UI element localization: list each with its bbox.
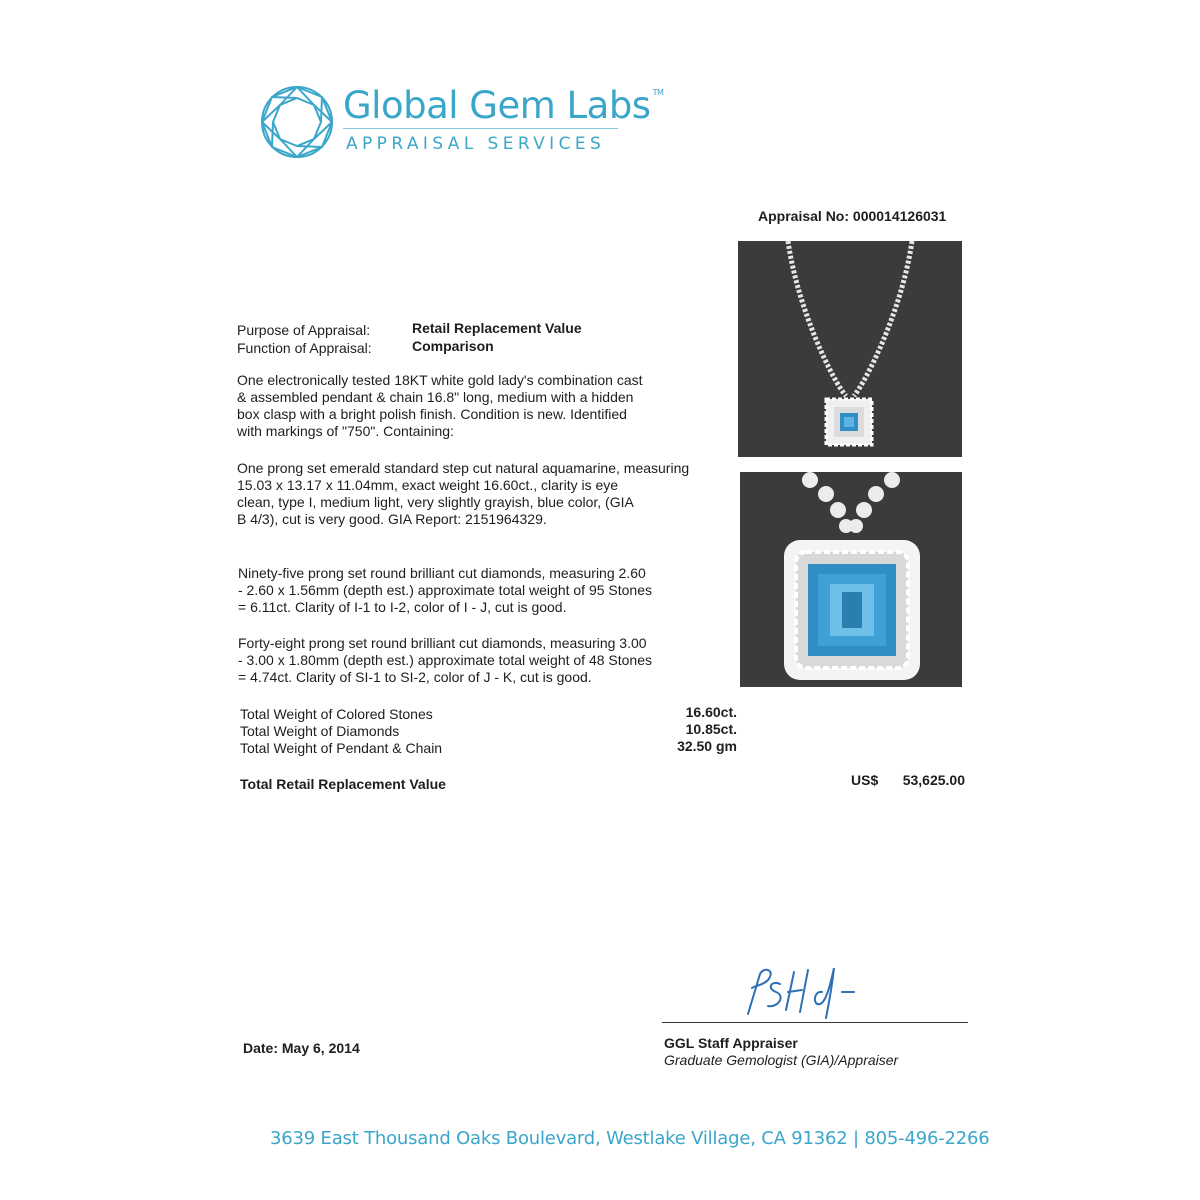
brand-title: Global Gem Labs ™ xyxy=(343,84,664,127)
currency: US$ xyxy=(851,772,879,788)
total-colored-label: Total Weight of Colored Stones xyxy=(240,706,433,722)
signature-line xyxy=(662,1022,968,1023)
total-pendant-label: Total Weight of Pendant & Chain xyxy=(240,740,443,756)
text-line: box clasp with a bright polish finish. Condition is new. Identified xyxy=(237,406,627,422)
total-colored-value: 16.60ct. xyxy=(685,704,737,720)
text-line: 15.03 x 13.17 x 11.04mm, exact weight 16.60ct., clarity is eye xyxy=(237,477,619,493)
brand-subtitle: APPRAISAL SERVICES xyxy=(346,134,606,154)
text-line: clean, type I, medium light, very slightly grayish, blue color, (GIA xyxy=(237,494,634,510)
necklace-image xyxy=(738,241,962,457)
appraisal-date: Date: May 6, 2014 xyxy=(243,1040,360,1056)
text-line: with markings of "750". Containing: xyxy=(237,423,454,439)
text-line: B 4/3), cut is very good. GIA Report: 2151964329. xyxy=(237,511,547,527)
diamond-logo-icon xyxy=(259,84,335,160)
pendant-photo xyxy=(740,472,962,687)
appraisal-number: Appraisal No: 000014126031 xyxy=(758,208,947,224)
diamonds-48-description xyxy=(238,635,652,686)
text-line: Ninety-five prong set round brilliant cut diamonds, measuring 2.60 xyxy=(238,565,646,581)
text-line: Forty-eight prong set round brilliant cut diamonds, measuring 3.00 xyxy=(238,635,647,651)
brand-divider xyxy=(343,128,618,129)
text-line: - 3.00 x 1.80mm (depth est.) approximate total weight of 48 Stones xyxy=(238,652,652,668)
total-value-amount: 53,625.00 xyxy=(902,772,965,788)
text-line: - 2.60 x 1.56mm (depth est.) approximate total weight of 95 Stones xyxy=(238,582,652,598)
trademark: TM xyxy=(652,88,664,97)
total-diamonds-label: Total Weight of Diamonds xyxy=(240,723,400,739)
text-line: & assembled pendant & chain 16.8" long, medium with a hidden xyxy=(237,389,634,405)
text-line: One prong set emerald standard step cut natural aquamarine, measuring xyxy=(237,460,690,476)
appraiser-signature xyxy=(730,962,880,1022)
total-pendant-value: 32.50 gm xyxy=(677,738,737,754)
aquamarine-description xyxy=(237,460,689,528)
total-diamonds-value: 10.85ct. xyxy=(685,721,737,737)
item-description xyxy=(237,372,643,440)
footer-address: 3639 East Thousand Oaks Boulevard, Westlake Village, CA 91362 | 805-496-2266 xyxy=(270,1128,990,1149)
necklace-photo xyxy=(738,241,962,457)
diamonds-95-description xyxy=(238,565,652,616)
function-label: Function of Appraisal: xyxy=(237,340,372,356)
purpose-value: Retail Replacement Value xyxy=(412,320,582,336)
total-value-label: Total Retail Replacement Value xyxy=(240,776,446,792)
pendant-image xyxy=(740,472,962,687)
text-line: = 6.11ct. Clarity of I-1 to I-2, color of I - J, cut is good. xyxy=(238,599,567,615)
function-value: Comparison xyxy=(412,338,494,354)
text-line: One electronically tested 18KT white gold lady's combination cast xyxy=(237,372,643,388)
appraiser-title: Graduate Gemologist (GIA)/Appraiser xyxy=(664,1052,899,1068)
purpose-label: Purpose of Appraisal: xyxy=(237,322,371,338)
text-line: = 4.74ct. Clarity of SI-1 to SI-2, color of J - K, cut is good. xyxy=(238,669,592,685)
appraiser-name: GGL Staff Appraiser xyxy=(664,1035,798,1051)
